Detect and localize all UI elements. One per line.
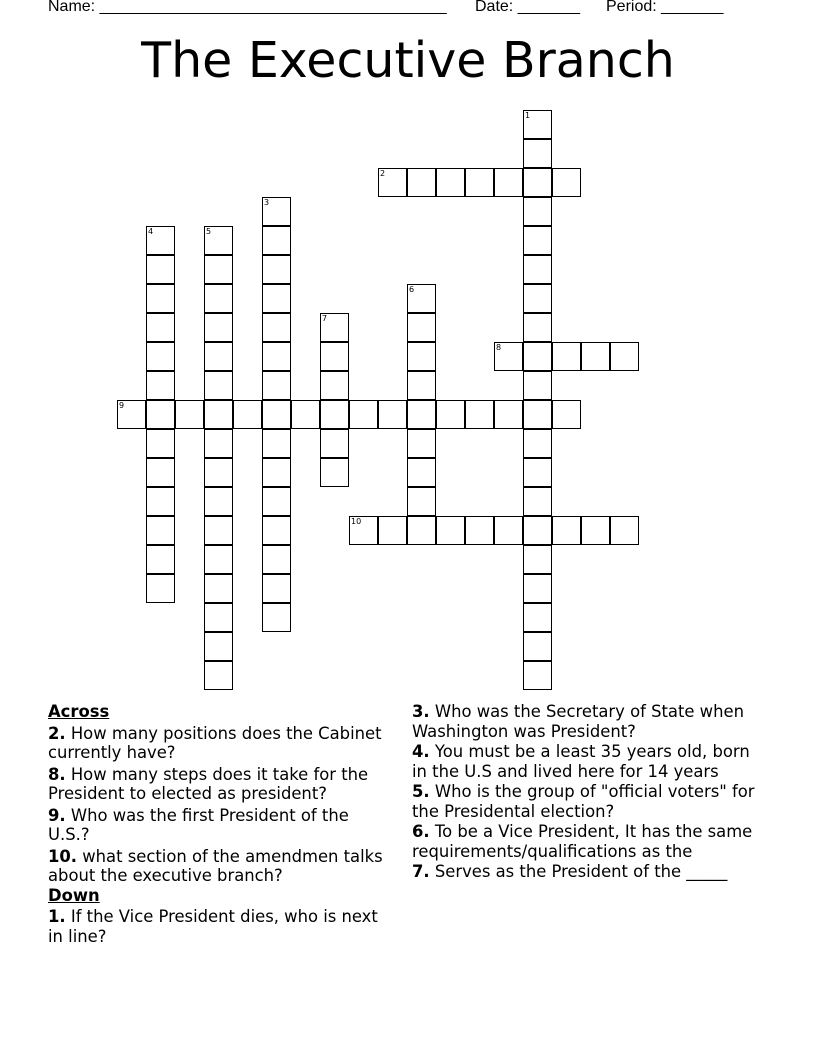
crossword-cell[interactable] bbox=[146, 284, 175, 313]
crossword-cell[interactable] bbox=[262, 371, 291, 400]
crossword-cell[interactable] bbox=[204, 255, 233, 284]
crossword-cell[interactable] bbox=[204, 226, 233, 255]
crossword-cell[interactable] bbox=[146, 400, 175, 429]
crossword-cell[interactable] bbox=[146, 516, 175, 545]
clue-across-9: 9. Who was the first President of the U.S.? bbox=[48, 805, 349, 844]
crossword-cell[interactable] bbox=[204, 545, 233, 574]
crossword-cell[interactable] bbox=[117, 400, 146, 429]
crossword-cell[interactable] bbox=[552, 516, 581, 545]
crossword-cell[interactable] bbox=[494, 400, 523, 429]
page-title: The Executive Branch bbox=[141, 32, 675, 89]
clue-across-2: 2. How many positions does the Cabinet currently have? bbox=[48, 723, 382, 762]
clue-number-label: 5 bbox=[206, 227, 212, 236]
crossword-cell[interactable] bbox=[320, 458, 349, 487]
crossword-cell[interactable] bbox=[320, 342, 349, 371]
clue-down-6: 6. To be a Vice President, It has the same requirements/qualifications as the bbox=[412, 822, 753, 861]
clues-right-column bbox=[412, 702, 757, 883]
crossword-cell[interactable] bbox=[291, 400, 320, 429]
crossword-cell[interactable] bbox=[262, 429, 291, 458]
crossword-cell[interactable] bbox=[523, 487, 552, 516]
crossword-cell[interactable] bbox=[610, 516, 639, 545]
period-field[interactable]: Period: _______ bbox=[606, 0, 724, 15]
crossword-cell[interactable] bbox=[407, 487, 436, 516]
crossword-cell[interactable] bbox=[523, 255, 552, 284]
crossword-cell[interactable] bbox=[523, 284, 552, 313]
clue-across-10: 10. what section of the amendmen talks about the executive branch? bbox=[48, 846, 383, 885]
crossword-cell[interactable] bbox=[262, 197, 291, 226]
crossword-cell[interactable] bbox=[407, 429, 436, 458]
crossword-cell[interactable] bbox=[204, 574, 233, 603]
crossword-cell[interactable] bbox=[320, 371, 349, 400]
crossword-cell[interactable] bbox=[146, 313, 175, 342]
clue-number-label: 8 bbox=[496, 343, 502, 352]
clue-number-label: 7 bbox=[322, 314, 328, 323]
crossword-cell[interactable] bbox=[407, 168, 436, 197]
crossword-cell[interactable] bbox=[378, 400, 407, 429]
name-field[interactable]: Name: _______________________________________ bbox=[48, 0, 447, 15]
crossword-cell[interactable] bbox=[523, 545, 552, 574]
crossword-cell[interactable] bbox=[407, 284, 436, 313]
crossword-cell[interactable] bbox=[378, 516, 407, 545]
crossword-cell[interactable] bbox=[204, 603, 233, 632]
crossword-cell[interactable] bbox=[320, 313, 349, 342]
clue-number-label: 1 bbox=[525, 111, 531, 120]
clue-across-8: 8. How many steps does it take for the President to elected as president? bbox=[48, 764, 369, 803]
crossword-cell[interactable] bbox=[233, 400, 262, 429]
crossword-cell[interactable] bbox=[407, 313, 436, 342]
crossword-cell[interactable] bbox=[581, 516, 610, 545]
crossword-cell[interactable] bbox=[146, 371, 175, 400]
crossword-cell[interactable] bbox=[523, 632, 552, 661]
crossword-cell[interactable] bbox=[523, 400, 552, 429]
crossword-cell[interactable] bbox=[262, 226, 291, 255]
across-heading: Across bbox=[48, 702, 110, 721]
crossword-cell[interactable] bbox=[494, 168, 523, 197]
crossword-cell[interactable] bbox=[349, 516, 378, 545]
crossword-cell[interactable] bbox=[262, 313, 291, 342]
crossword-cell[interactable] bbox=[204, 458, 233, 487]
crossword-cell[interactable] bbox=[581, 342, 610, 371]
crossword-cell[interactable] bbox=[204, 284, 233, 313]
clue-down-7: 7. Serves as the President of the _____ bbox=[412, 862, 728, 881]
crossword-cell[interactable] bbox=[262, 342, 291, 371]
crossword-cell[interactable] bbox=[204, 487, 233, 516]
crossword-cell[interactable] bbox=[523, 197, 552, 226]
crossword-cell[interactable] bbox=[204, 632, 233, 661]
crossword-cell[interactable] bbox=[436, 400, 465, 429]
crossword-cell[interactable] bbox=[523, 342, 552, 371]
crossword-cell[interactable] bbox=[204, 429, 233, 458]
crossword-cell[interactable] bbox=[407, 516, 436, 545]
crossword-cell[interactable] bbox=[262, 603, 291, 632]
crossword-cell[interactable] bbox=[552, 342, 581, 371]
crossword-cell[interactable] bbox=[523, 574, 552, 603]
crossword-cell[interactable] bbox=[407, 458, 436, 487]
crossword-cell[interactable] bbox=[552, 400, 581, 429]
clue-number-label: 9 bbox=[119, 401, 125, 410]
crossword-cell[interactable] bbox=[523, 139, 552, 168]
crossword-cell[interactable] bbox=[407, 371, 436, 400]
date-field[interactable]: Date: _______ bbox=[475, 0, 580, 15]
crossword-cell[interactable] bbox=[523, 603, 552, 632]
crossword-cell[interactable] bbox=[523, 458, 552, 487]
crossword-cell[interactable] bbox=[146, 574, 175, 603]
crossword-cell[interactable] bbox=[523, 661, 552, 690]
crossword-cell[interactable] bbox=[146, 458, 175, 487]
crossword-cell[interactable] bbox=[494, 516, 523, 545]
crossword-cell[interactable] bbox=[262, 574, 291, 603]
clue-down-4: 4. You must be a least 35 years old, born in the U.S and lived here for 14 years bbox=[412, 742, 750, 781]
clue-number-label: 10 bbox=[351, 517, 362, 526]
crossword-cell[interactable] bbox=[146, 255, 175, 284]
crossword-cell[interactable] bbox=[262, 545, 291, 574]
crossword-cell[interactable] bbox=[407, 342, 436, 371]
crossword-cell[interactable] bbox=[465, 516, 494, 545]
crossword-cell[interactable] bbox=[262, 284, 291, 313]
crossword-cell[interactable] bbox=[523, 516, 552, 545]
crossword-cell[interactable] bbox=[523, 168, 552, 197]
crossword-cell[interactable] bbox=[204, 371, 233, 400]
crossword-cell[interactable] bbox=[407, 400, 436, 429]
down-heading: Down bbox=[48, 885, 100, 905]
crossword-cell[interactable] bbox=[523, 110, 552, 139]
crossword-cell[interactable] bbox=[204, 313, 233, 342]
crossword-cell[interactable] bbox=[262, 400, 291, 429]
crossword-cell[interactable] bbox=[204, 516, 233, 545]
crossword-cell[interactable] bbox=[436, 168, 465, 197]
crossword-cell[interactable] bbox=[465, 168, 494, 197]
clue-number-label: 4 bbox=[148, 227, 154, 236]
clue-number-label: 2 bbox=[380, 169, 386, 178]
crossword-cell[interactable] bbox=[552, 168, 581, 197]
crossword-cell[interactable] bbox=[320, 429, 349, 458]
crossword-cell[interactable] bbox=[262, 255, 291, 284]
crossword-cell[interactable] bbox=[523, 371, 552, 400]
crossword-cell[interactable] bbox=[610, 342, 639, 371]
crossword-cell[interactable] bbox=[523, 429, 552, 458]
crossword-cell[interactable] bbox=[320, 400, 349, 429]
crossword-cell[interactable] bbox=[465, 400, 494, 429]
crossword-cell[interactable] bbox=[146, 545, 175, 574]
crossword-cell[interactable] bbox=[204, 400, 233, 429]
clue-down-5: 5. Who is the group of "official voters" for the Presidental election? bbox=[412, 782, 755, 821]
clue-number-label: 3 bbox=[264, 198, 270, 207]
crossword-cell[interactable] bbox=[436, 516, 465, 545]
crossword-cell[interactable] bbox=[175, 400, 204, 429]
crossword-cell[interactable] bbox=[262, 516, 291, 545]
crossword-cell[interactable] bbox=[146, 226, 175, 255]
crossword-cell[interactable] bbox=[494, 342, 523, 371]
clue-down-3: 3. Who was the Secretary of State when Washington was President? bbox=[412, 702, 744, 741]
clue-number-label: 6 bbox=[409, 285, 415, 294]
crossword-cell[interactable] bbox=[262, 487, 291, 516]
crossword-cell[interactable] bbox=[146, 342, 175, 371]
crossword-cell[interactable] bbox=[204, 342, 233, 371]
crossword-cell[interactable] bbox=[523, 313, 552, 342]
crossword-cell[interactable] bbox=[523, 226, 552, 255]
crossword-cell[interactable] bbox=[262, 458, 291, 487]
crossword-cell[interactable] bbox=[146, 487, 175, 516]
clue-down-1: 1. If the Vice President dies, who is next in line? bbox=[48, 907, 378, 946]
clues-left-column bbox=[48, 702, 393, 948]
crossword-cell[interactable] bbox=[146, 429, 175, 458]
crossword-cell[interactable] bbox=[204, 661, 233, 690]
crossword-cell[interactable] bbox=[349, 400, 378, 429]
crossword-cell[interactable] bbox=[378, 168, 407, 197]
